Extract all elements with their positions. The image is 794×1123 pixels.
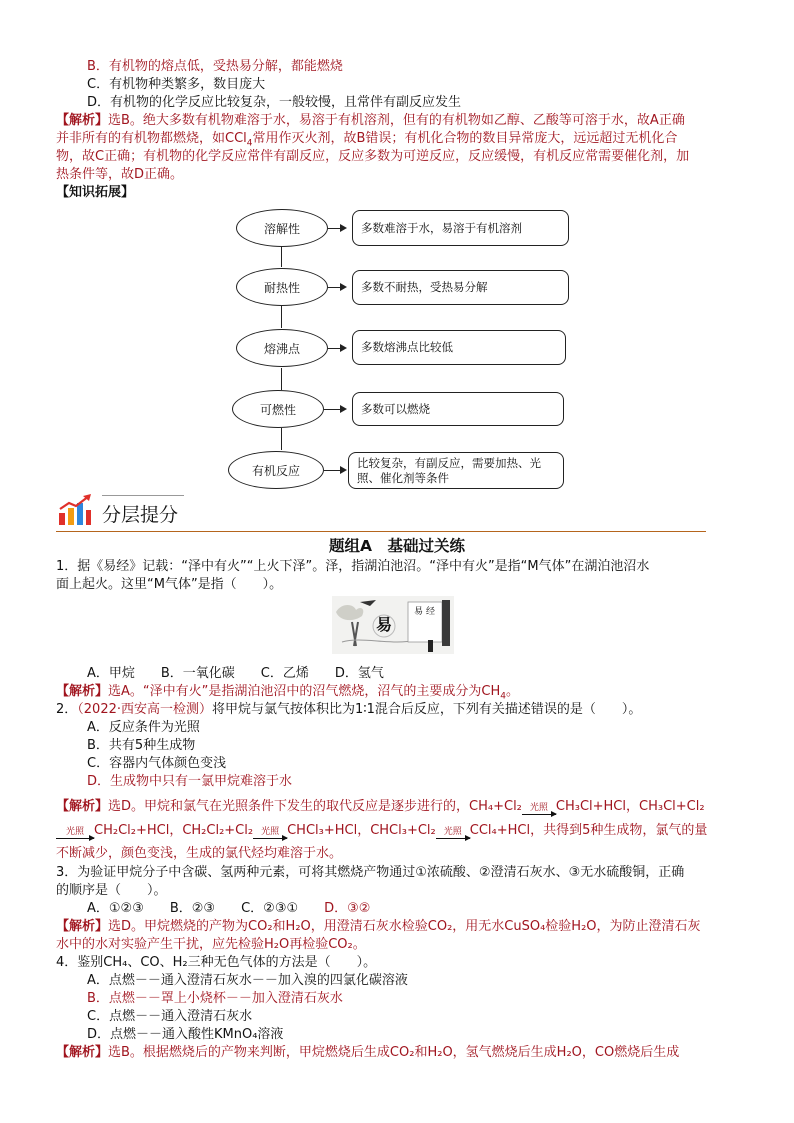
analysis-tag: 【解析】 [56, 1045, 109, 1060]
knowledge-heading: 【知识拓展】 [56, 185, 135, 200]
property-desc: 多数不耐热，受热易分解 [352, 270, 569, 305]
property-node: 可燃性 [232, 390, 324, 428]
connector-line [281, 368, 282, 390]
q3-analysis-line2: 水中的水对实验产生干扰，应先检验H₂O再检验CO₂。 [56, 937, 366, 952]
analysis-tag: 【解析】 [56, 113, 109, 128]
section-title: 分层提分 [102, 504, 179, 526]
q0-analysis-line4: 热条件等，故D正确。 [56, 167, 184, 182]
q4-option-d: D．点燃－－通入酸性KMnO₄溶液 [87, 1027, 284, 1042]
q4-option-a: A．点燃－－通入澄清石灰水－－加入溴的四氯化碳溶液 [87, 973, 408, 988]
q2-option-d: D．生成物中只有一氯甲烷难溶于水 [87, 774, 293, 789]
q2-stem: 2．（2022·西安高一检测）将甲烷与氯气按体积比为1∶1混合后反应，下列有关描述错误的是（ ）。 [56, 702, 642, 717]
analysis-tag: 【解析】 [56, 799, 109, 814]
group-title: 题组A 基础过关练 [329, 537, 465, 555]
arrow-icon [328, 228, 345, 229]
q2-option-c: C．容器内气体颜色变浅 [87, 756, 227, 771]
q1-options: A．甲烷 B．一氧化碳 C．乙烯 D．氢气 [87, 666, 384, 681]
q4-analysis-line1: 【解析】选B。根据燃烧后的产物来判断，甲烷燃烧后生成CO₂和H₂O，氢气燃烧后生成H₂O，CO燃烧后生成 [56, 1045, 680, 1060]
q0-option-c: C．有机物种类繁多，数目庞大 [87, 77, 266, 92]
q1-analysis: 【解析】选A。“泽中有火”是指湖泊池沼中的沼气燃烧，沼气的主要成分为$CH_4$。 [56, 684, 519, 702]
reaction-arrow: 光照 [56, 828, 94, 839]
property-node: 耐热性 [236, 268, 328, 306]
q0-analysis-line3: 物，故C正确；有机物的化学反应常伴有副反应，反应多数为可逆反应，反应缓慢，有机反应常需要催化剂，加 [56, 149, 690, 164]
yijing-illustration [332, 596, 454, 654]
title-rule [102, 495, 184, 496]
q1-stem-line2: 面上起火。这里“M气体”是指（ ）。 [56, 577, 283, 592]
reaction-arrow: 光照 [522, 804, 556, 815]
arrow-icon [328, 287, 345, 288]
arrow-icon [324, 470, 345, 471]
book-title-char: 易 [412, 606, 422, 615]
property-desc: 多数可以燃烧 [352, 392, 564, 426]
q3-stem-line2: 的顺序是（ ）。 [56, 883, 167, 898]
q4-option-c: C．点燃－－通入澄清石灰水 [87, 1009, 253, 1024]
reaction-arrow: 光照 [253, 828, 287, 839]
q0-option-d: D．有机物的化学反应比较复杂，一般较慢，且常伴有副反应发生 [87, 95, 462, 110]
q3-stem-line1: 3．为验证甲烷分子中含碳、氢两种元素，可将其燃烧产物通过①浓硫酸、②澄清石灰水、③无水硫酸铜，正确 [56, 865, 685, 880]
bar-chart-icon [57, 493, 93, 527]
question-source: （2022·西安高一检测） [77, 702, 212, 717]
q0-option-b: B．有机物的熔点低，受热易分解，都能燃烧 [87, 59, 343, 74]
connector-line [281, 428, 282, 450]
q2-analysis-line2: 光照 CH₂Cl₂+HCl，CH₂Cl₂+Cl₂ 光照 CHCl₃+HCl，CHCl₃+Cl₂ 光照 CCl₄+HCl，共得到5种生成物，氯气的量 [56, 822, 707, 840]
q4-option-b: B．点燃－－罩上小烧杯－－加入澄清石灰水 [87, 991, 343, 1006]
q0-analysis-line2: 并非所有的有机物都燃烧，如CCl$_4$常用作灭火剂，故B错误；有机化合物的数目异常庞大，远远超过无机化合 [56, 131, 678, 149]
q2-analysis-line3: 不断减少，颜色变浅，生成的氯代烃均难溶于水。 [56, 846, 343, 861]
analysis-tag: 【解析】 [56, 684, 109, 699]
q2-analysis-line1: 【解析】选D。甲烷和氯气在光照条件下发生的取代反应是逐步进行的，CH₄+Cl₂ 光照 CH₃Cl+HCl，CH₃Cl+Cl₂ [56, 799, 705, 814]
q2-option-b: B．共有5种生成物 [87, 738, 196, 753]
connector-line [281, 245, 282, 267]
q3-analysis-line1: 【解析】选D。甲烷燃烧的产物为CO₂和H₂O，用澄清石灰水检验CO₂，用无水CuSO₄检验H₂O，为防止澄清石灰 [56, 919, 701, 934]
reaction-arrow: 光照 [436, 828, 470, 839]
q1-stem-line1: 1．据《易经》记载：“泽中有火”“上火下泽”。泽，指湖泊池沼。“泽中有火”是指“M气体”在湖泊池沼水 [56, 559, 650, 574]
book-title-char: 经 [424, 606, 434, 615]
q4-stem: 4．鉴别CH₄、CO、H₂三种无色气体的方法是（ ）。 [56, 955, 377, 970]
section-divider [56, 531, 706, 532]
q2-option-a: A．反应条件为光照 [87, 720, 200, 735]
property-desc: 多数难溶于水，易溶于有机溶剂 [352, 210, 569, 246]
arrow-icon [324, 409, 345, 410]
property-desc: 多数熔沸点比较低 [352, 330, 566, 365]
property-desc: 比较复杂，有副反应，需要加热、光 照、催化剂等条件 [348, 452, 564, 489]
property-node: 有机反应 [228, 451, 324, 489]
arrow-icon [328, 348, 345, 349]
property-node: 溶解性 [236, 209, 328, 247]
property-node: 熔沸点 [236, 329, 328, 367]
q3-options: A．①②③ B．②③ C．②③① D．③② [87, 901, 371, 916]
yi-character: 易 [376, 615, 393, 634]
q0-analysis-line1: 【解析】选B。绝大多数有机物难溶于水，易溶于有机溶剂，但有的有机物如乙醇、乙酸等可溶于水，故A正确 [56, 113, 685, 128]
connector-line [281, 306, 282, 328]
analysis-tag: 【解析】 [56, 919, 109, 934]
